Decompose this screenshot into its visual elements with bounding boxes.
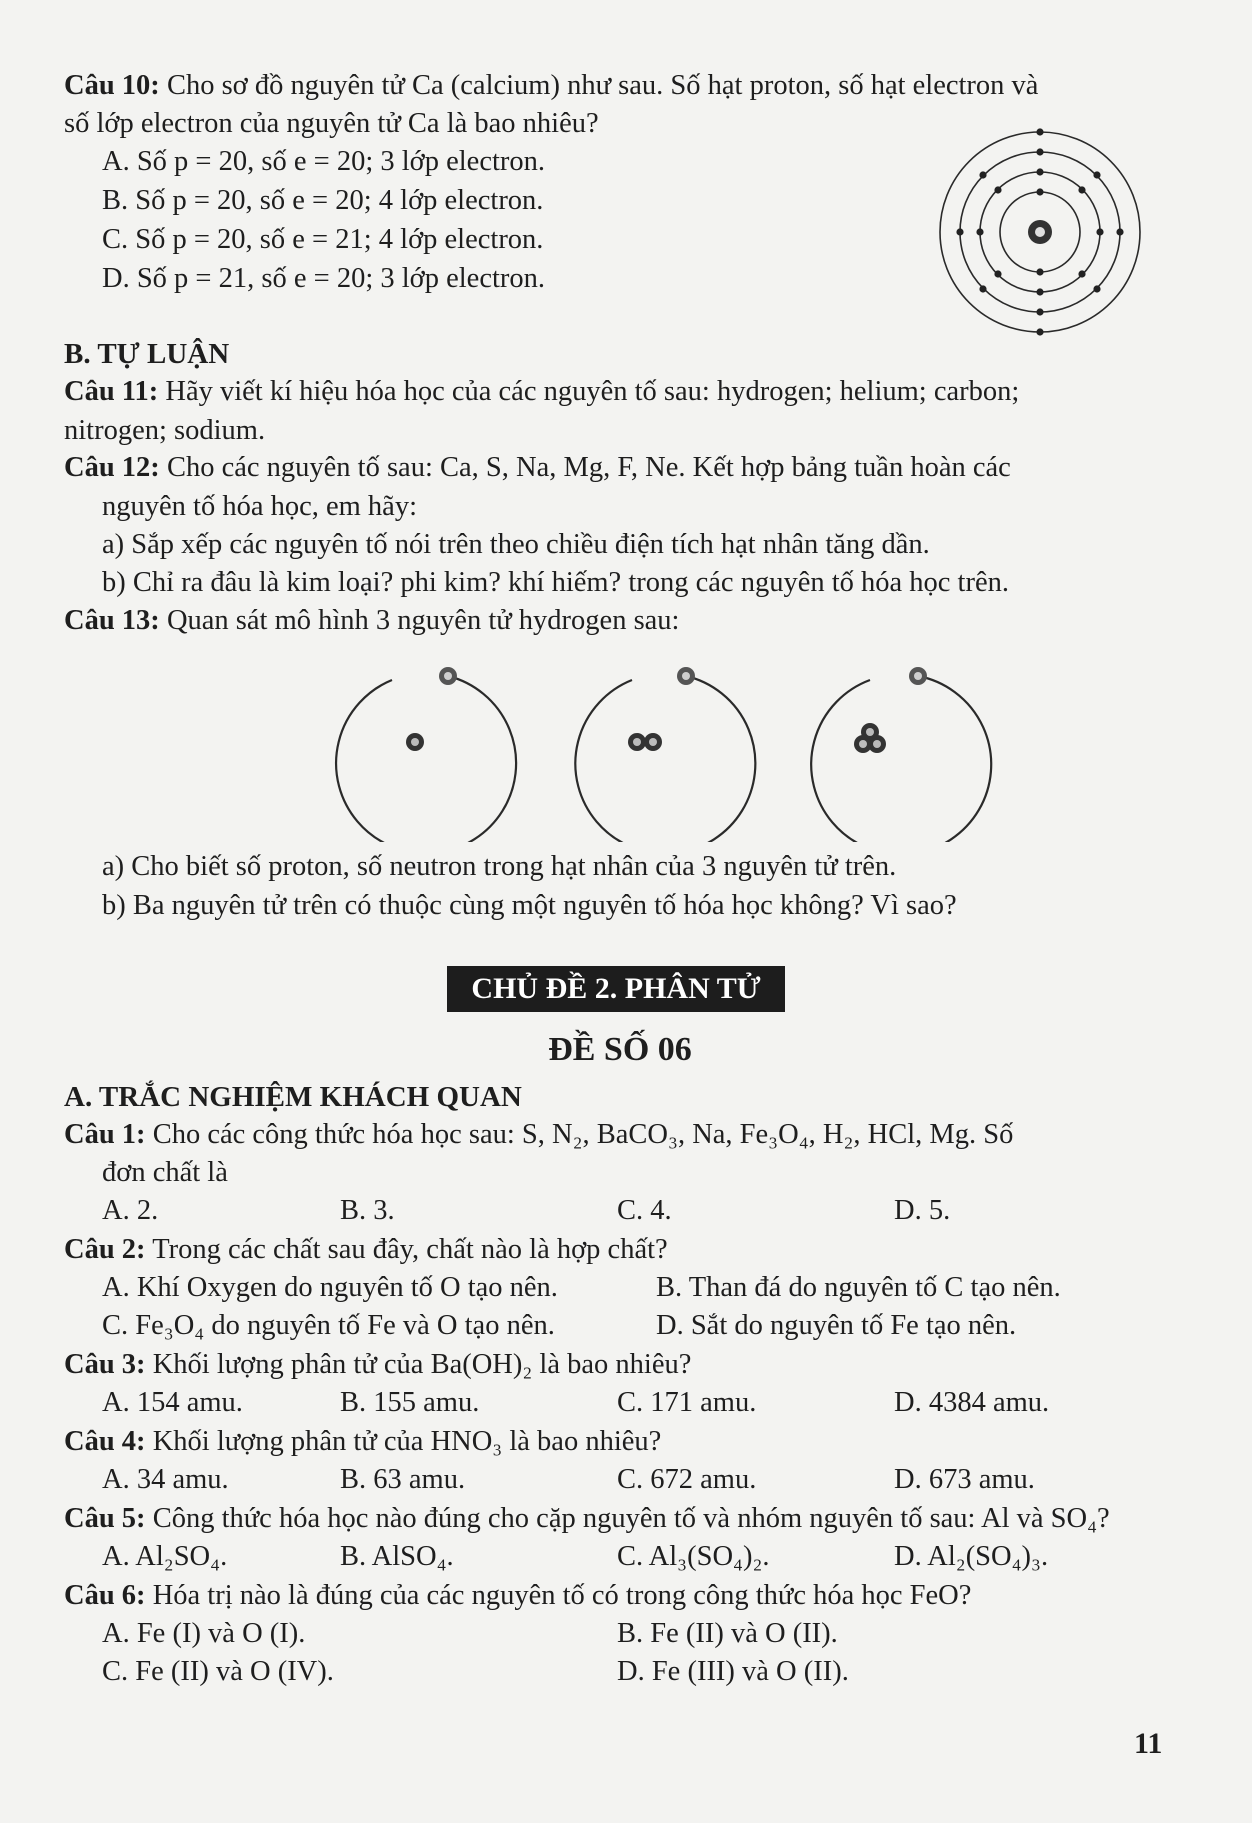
mc1-stem2: đơn chất là <box>102 1157 228 1188</box>
mc6-option-b: B. Fe (II) và O (II). <box>617 1618 838 1649</box>
q10-label: Câu 10: <box>64 70 160 101</box>
q12-part-b: b) Chỉ ra đâu là kim loại? phi kim? khí hiếm? trong các nguyên tố hóa học trên. <box>102 567 1009 598</box>
hydrogen-atom-2 <box>628 667 695 751</box>
page-number: 11 <box>1134 1727 1163 1760</box>
q10-option-c: C. Số p = 20, số e = 21; 4 lớp electron. <box>102 224 544 255</box>
mc3-stem: Câu 3: Khối lượng phân tử của Ba(OH)₂ là bao nhiêu? <box>64 1349 692 1380</box>
mc5-option-d: D. Al₂(SO₄)₃. <box>894 1541 1049 1572</box>
mc5-stem: Câu 5: Công thức hóa học nào đúng cho cặp nguyên tố và nhóm nguyên tố sau: Al và SO₄? <box>64 1503 1110 1534</box>
mc4-option-b: B. 63 amu. <box>340 1464 466 1495</box>
q11-line2: nitrogen; sodium. <box>64 415 266 446</box>
mc1-option-a: A. 2. <box>102 1195 159 1226</box>
mc4-stem: Câu 4: Khối lượng phân tử của HNO₃ là bao nhiêu? <box>64 1426 662 1457</box>
hydrogen-atom-3 <box>854 667 927 753</box>
q10-option-b: B. Số p = 20, số e = 20; 4 lớp electron. <box>102 185 544 216</box>
mc2-stem: Câu 2: Trong các chất sau đây, chất nào là hợp chất? <box>64 1234 668 1265</box>
hydrogen-atom-1 <box>406 667 457 751</box>
q10-line2: số lớp electron của nguyên tử Ca là bao nhiêu? <box>64 108 599 139</box>
mc6-option-c: C. Fe (II) và O (IV). <box>102 1656 334 1687</box>
q10-option-a: A. Số p = 20, số e = 20; 3 lớp electron. <box>102 146 546 177</box>
q12-line2: nguyên tố hóa học, em hãy: <box>102 491 418 522</box>
mc2-option-b: B. Than đá do nguyên tố C tạo nên. <box>656 1272 1061 1303</box>
mc1-option-c: C. 4. <box>617 1195 672 1226</box>
q11-line1: Câu 11: Hãy viết kí hiệu hóa học của các nguyên tố sau: hydrogen; helium; carbon; <box>64 376 1020 407</box>
mc1-option-d: D. 5. <box>894 1195 951 1226</box>
calcium-atom-diagram <box>920 128 1160 342</box>
mc4-option-c: C. 672 amu. <box>617 1464 757 1495</box>
q12-line1: Câu 12: Cho các nguyên tố sau: Ca, S, Na, Mg, F, Ne. Kết hợp bảng tuần hoàn các <box>64 452 1011 483</box>
mc2-option-a: A. Khí Oxygen do nguyên tố O tạo nên. <box>102 1272 558 1303</box>
mc3-option-b: B. 155 amu. <box>340 1387 480 1418</box>
q13-line1: Câu 13: Quan sát mô hình 3 nguyên tử hydrogen sau: <box>64 605 680 636</box>
mc2-option-d: D. Sắt do nguyên tố Fe tạo nên. <box>656 1310 1017 1341</box>
section-b-heading: B. TỰ LUẬN <box>64 338 230 370</box>
topic-banner: CHỦ ĐỀ 2. PHÂN TỬ <box>447 966 785 1012</box>
mc6-option-d: D. Fe (III) và O (II). <box>617 1656 849 1687</box>
q13-part-a: a) Cho biết số proton, số neutron trong hạt nhân của 3 nguyên tử trên. <box>102 851 897 882</box>
mc3-option-c: C. 171 amu. <box>617 1387 757 1418</box>
mc3-option-d: D. 4384 amu. <box>894 1387 1050 1418</box>
exam-title: ĐỀ SỐ 06 <box>548 1031 692 1068</box>
q10-line1: Câu 10: Cho sơ đồ nguyên tử Ca (calcium) như sau. Số hạt proton, số hạt electron và <box>64 70 1039 101</box>
mc5-option-b: B. AlSO₄. <box>340 1541 454 1572</box>
q12-part-a: a) Sắp xếp các nguyên tố nói trên theo chiều điện tích hạt nhân tăng dần. <box>102 529 930 560</box>
section-a-heading: A. TRẮC NGHIỆM KHÁCH QUAN <box>64 1081 522 1113</box>
mc4-option-a: A. 34 amu. <box>102 1464 229 1495</box>
mc1-option-b: B. 3. <box>340 1195 395 1226</box>
mc5-option-a: A. Al₂SO₄. <box>102 1541 228 1572</box>
mc3-option-a: A. 154 amu. <box>102 1387 243 1418</box>
q13-part-b: b) Ba nguyên tử trên có thuộc cùng một nguyên tố hóa học không? Vì sao? <box>102 890 957 921</box>
mc2-option-c: C. Fe₃O₄ do nguyên tố Fe và O tạo nên. <box>102 1310 555 1341</box>
mc1-stem: Câu 1: Cho các công thức hóa học sau: S, N₂, BaCO₃, Na, Fe₃O₄, H₂, HCl, Mg. Số <box>64 1119 1014 1150</box>
mc5-option-c: C. Al₃(SO₄)₂. <box>617 1541 770 1572</box>
mc6-option-a: A. Fe (I) và O (I). <box>102 1618 306 1649</box>
mc6-stem: Câu 6: Hóa trị nào là đúng của các nguyên tố có trong công thức hóa học FeO? <box>64 1580 972 1611</box>
mc4-option-d: D. 673 amu. <box>894 1464 1035 1495</box>
q10-option-d: D. Số p = 21, số e = 20; 3 lớp electron. <box>102 263 546 294</box>
hydrogen-atoms-diagram <box>310 652 1170 842</box>
